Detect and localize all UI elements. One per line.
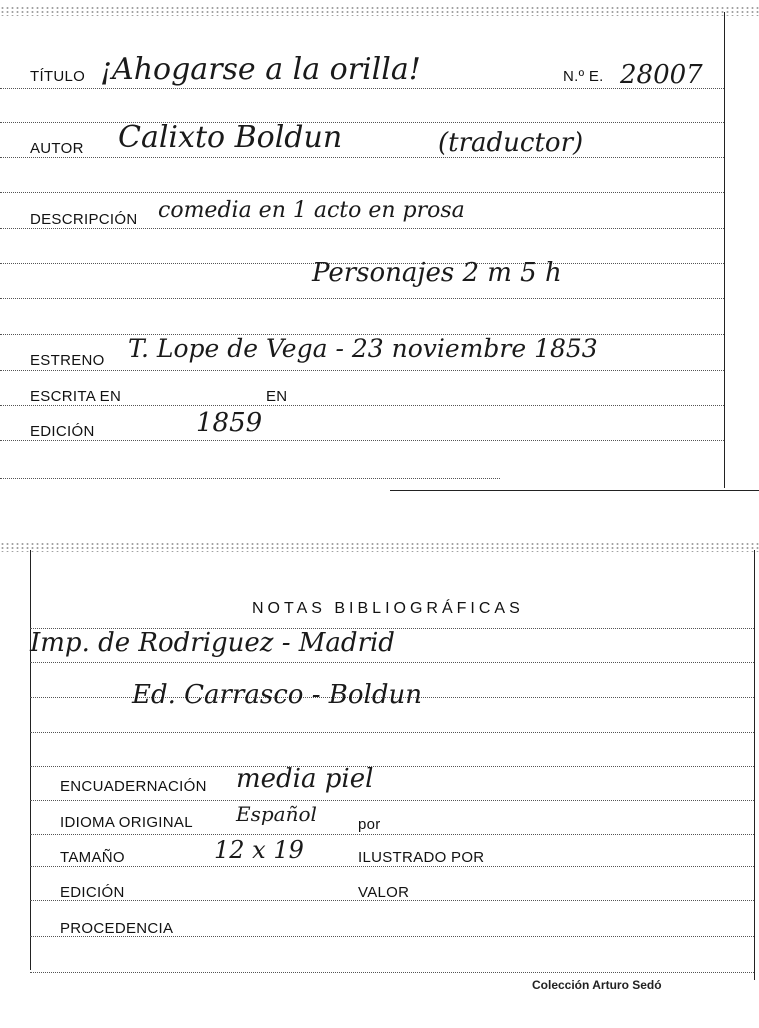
notes-heading: NOTAS BIBLIOGRÁFICAS bbox=[252, 600, 524, 617]
label-descripcion: DESCRIPCIÓN bbox=[30, 211, 138, 228]
handwritten-description: comedia en 1 acto en prosa bbox=[158, 198, 465, 223]
handwritten-characters: Personajes 2 m 5 h bbox=[312, 258, 562, 288]
label-estreno: ESTRENO bbox=[30, 352, 105, 369]
ruled-line bbox=[0, 478, 500, 479]
ruled-line bbox=[0, 122, 724, 123]
handwritten-language: Español bbox=[236, 802, 317, 826]
ruled-line bbox=[30, 662, 754, 663]
handwritten-author: Calixto Boldun bbox=[118, 120, 343, 155]
ruled-line bbox=[0, 405, 724, 406]
catalog-card-top bbox=[0, 0, 759, 500]
card-right-border bbox=[724, 12, 725, 488]
label-procedencia: PROCEDENCIA bbox=[60, 920, 174, 937]
card-top-edge bbox=[0, 542, 759, 552]
ruled-line bbox=[0, 157, 724, 158]
handwritten-binding: media piel bbox=[236, 764, 374, 794]
ruled-line bbox=[30, 834, 754, 835]
ruled-line bbox=[0, 192, 724, 193]
handwritten-note-1: Imp. de Rodriguez - Madrid bbox=[30, 628, 395, 658]
card-right-border bbox=[754, 550, 755, 980]
label-escrita-en: ESCRITA EN bbox=[30, 388, 122, 405]
label-tamano: TAMAÑO bbox=[60, 849, 125, 866]
label-autor: AUTOR bbox=[30, 140, 84, 157]
handwritten-edition: 1859 bbox=[196, 408, 263, 438]
ruled-line bbox=[0, 228, 724, 229]
label-en: EN bbox=[266, 388, 288, 405]
label-valor: VALOR bbox=[358, 884, 410, 901]
handwritten-premiere: T. Lope de Vega - 23 noviembre 1853 bbox=[128, 334, 598, 363]
ruled-line bbox=[30, 972, 754, 973]
label-idioma-original: IDIOMA ORIGINAL bbox=[60, 814, 193, 831]
collection-footer: Colección Arturo Sedó bbox=[532, 978, 662, 992]
ruled-line bbox=[0, 440, 724, 441]
label-por: por bbox=[358, 816, 381, 833]
handwritten-size: 12 x 19 bbox=[214, 836, 304, 864]
handwritten-author-note: (traductor) bbox=[438, 128, 584, 158]
card-left-border bbox=[30, 550, 31, 970]
label-edicion-2: EDICIÓN bbox=[60, 884, 125, 901]
label-titulo: TÍTULO bbox=[30, 68, 86, 85]
ruled-line bbox=[30, 732, 754, 733]
label-edicion: EDICIÓN bbox=[30, 423, 95, 440]
ruled-line bbox=[30, 766, 754, 767]
label-numero: N.º E. bbox=[563, 68, 604, 85]
card-bottom-rule bbox=[390, 490, 759, 491]
label-ilustrado-por: ILUSTRADO POR bbox=[358, 849, 485, 866]
handwritten-title: ¡Ahogarse a la orilla! bbox=[100, 52, 421, 87]
ruled-line bbox=[0, 370, 724, 371]
ruled-line bbox=[0, 298, 724, 299]
catalog-card-bottom bbox=[0, 540, 759, 1028]
ruled-line bbox=[30, 800, 754, 801]
card-top-edge bbox=[0, 6, 759, 16]
ruled-line bbox=[0, 88, 724, 89]
handwritten-number: 28007 bbox=[620, 60, 703, 90]
handwritten-note-2: Ed. Carrasco - Boldun bbox=[132, 680, 422, 710]
label-encuadernacion: ENCUADERNACIÓN bbox=[60, 778, 207, 795]
ruled-line bbox=[30, 866, 754, 867]
